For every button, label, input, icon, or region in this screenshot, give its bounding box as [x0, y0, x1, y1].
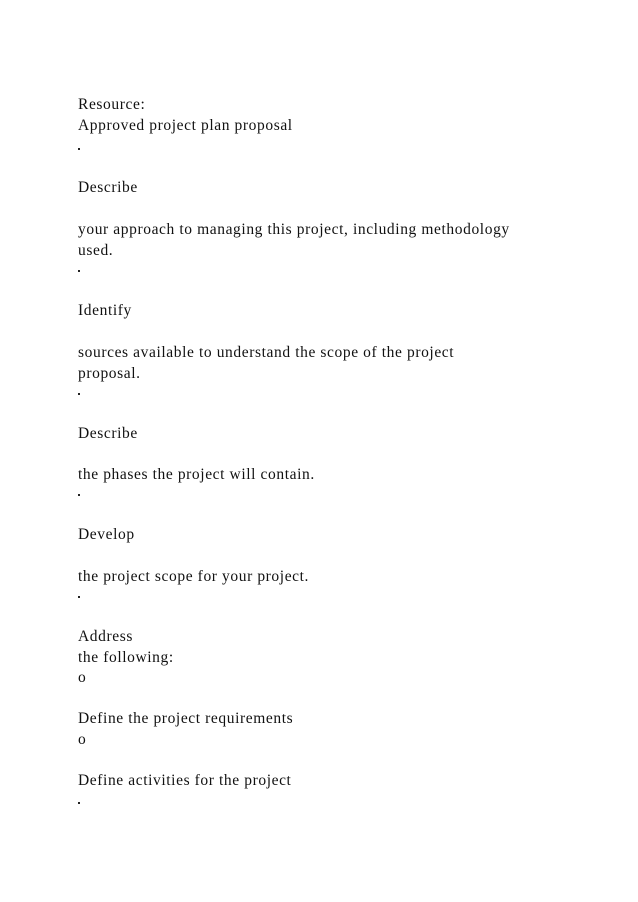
sub-bullet-marker: o: [78, 731, 87, 748]
item-5-verb: Address: [78, 628, 133, 645]
bullet-marker: [78, 596, 80, 598]
bullet-marker: [78, 148, 80, 150]
item-1-text-line1: your approach to managing this project, including methodology: [78, 221, 510, 238]
item-3-verb: Describe: [78, 425, 138, 442]
resource-label: Resource:: [78, 96, 146, 113]
bullet-marker: [78, 393, 80, 395]
bullet-marker: [78, 270, 80, 272]
item-1-verb: Describe: [78, 179, 138, 196]
item-3-text-line1: the phases the project will contain.: [78, 466, 315, 483]
resource-value: Approved project plan proposal: [78, 117, 293, 134]
bullet-marker: [78, 494, 80, 496]
item-4-text-line1: the project scope for your project.: [78, 568, 310, 585]
item-2-verb: Identify: [78, 302, 132, 319]
item-2-text-line2: proposal.: [78, 365, 141, 382]
sub-bullet-marker: o: [78, 669, 87, 686]
bullet-marker: [78, 802, 80, 804]
item-4-verb: Develop: [78, 526, 135, 543]
item-5-text-line1: the following:: [78, 649, 174, 666]
sub-item-1-text: Define the project requirements: [78, 710, 294, 727]
sub-item-2-text: Define activities for the project: [78, 772, 292, 789]
item-2-text-line1: sources available to understand the scope of the project: [78, 344, 455, 361]
item-1-text-line2: used.: [78, 242, 114, 259]
